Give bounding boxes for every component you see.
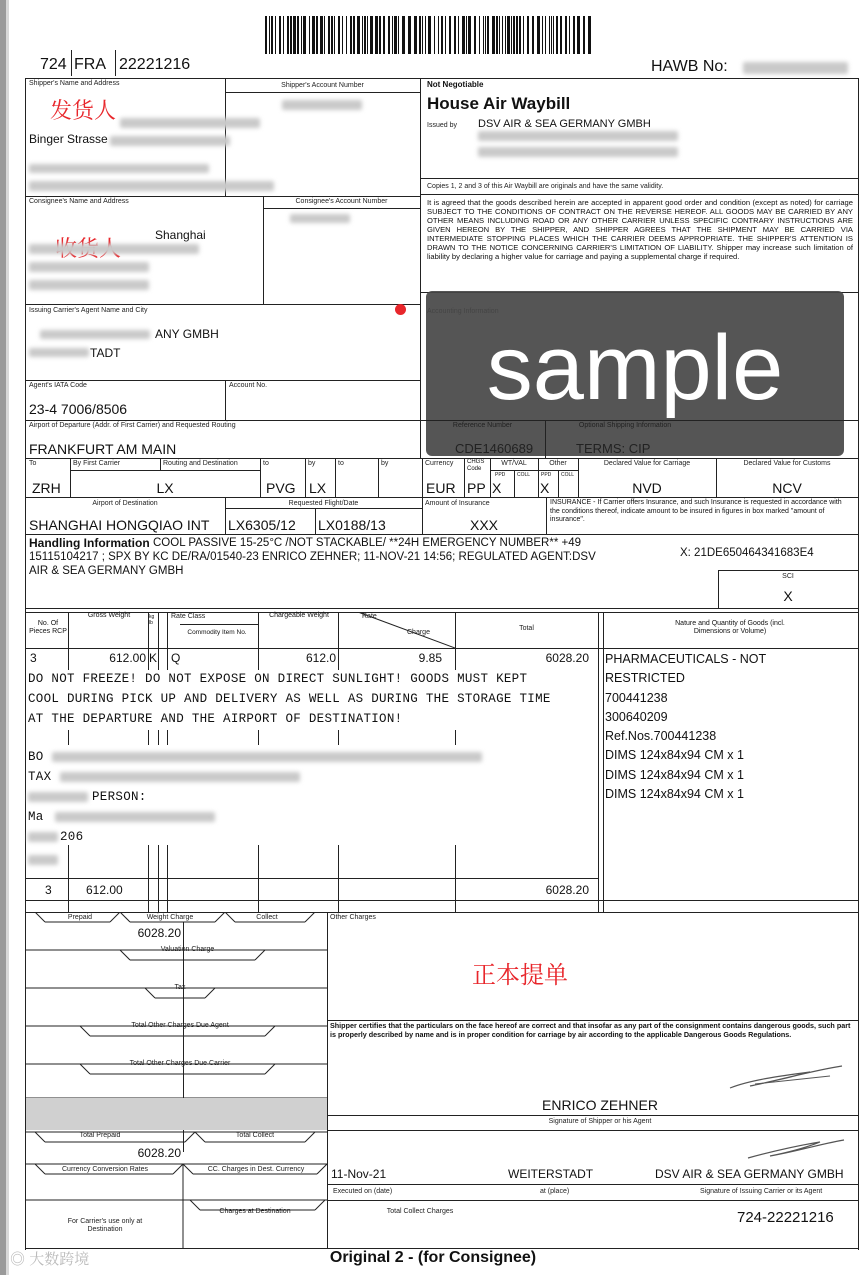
- partial-line-2: TAX: [28, 770, 52, 784]
- currency-value: EUR: [426, 480, 456, 496]
- dvcu-label: Declared Value for Customs: [743, 460, 831, 467]
- consignee-label: Consignee's Name and Address: [29, 198, 129, 205]
- partial-line-5: 206: [60, 830, 84, 844]
- to-label: To: [29, 460, 37, 467]
- chargeable-header: Chargeable Weight: [269, 612, 329, 619]
- flight2-value: LX0188/13: [318, 517, 386, 533]
- to3-label: to: [338, 460, 344, 467]
- dvcu-value: NCV: [772, 480, 802, 496]
- other-carrier-label: Total Other Charges Due Carrier: [129, 1060, 231, 1067]
- charges-grid: [25, 912, 327, 1252]
- rate-header: Rate: [362, 613, 377, 620]
- by3-label: by: [381, 460, 389, 467]
- nature-line: RESTRICTED: [605, 671, 685, 686]
- shipper-sig-label: Signature of Shipper or his Agent: [548, 1118, 652, 1125]
- redacted-line-1: [52, 752, 482, 762]
- total-prepaid-value: 6028.20: [137, 1146, 181, 1160]
- nature-line: DIMS 124x84x94 CM x 1: [605, 787, 744, 802]
- executed-place: WEITERSTADT: [508, 1167, 594, 1181]
- wt-ppd-value: X: [492, 480, 502, 496]
- tax-label: Tax: [174, 984, 186, 991]
- reference-value: CDE1460689: [455, 441, 534, 456]
- redacted-shipper-street: [110, 136, 230, 146]
- dvc-value: NVD: [632, 480, 662, 496]
- redacted-shipper-name: [120, 118, 260, 128]
- agent-name: ANY GMBH: [155, 327, 219, 341]
- by2-value: LX: [309, 480, 327, 496]
- page-edge-shadow: [6, 0, 9, 1275]
- redacted-line-6: [28, 855, 58, 865]
- destination-value: SHANGHAI HONGQIAO INT: [29, 517, 210, 533]
- nature-line: DIMS 124x84x94 CM x 1: [605, 748, 744, 763]
- cc-dest-label: CC. Charges in Dest. Currency: [207, 1166, 305, 1173]
- awb-prefix: 724: [40, 56, 67, 73]
- partial-line-3: PERSON:: [92, 790, 147, 804]
- insurance-value: XXX: [469, 517, 498, 533]
- sample-text: sample: [486, 317, 784, 419]
- destination-label: Airport of Destination: [92, 500, 158, 507]
- footer-awb-number: 724-22221216: [737, 1209, 834, 1226]
- nature-line: PHARMACEUTICALS - NOT: [605, 652, 767, 666]
- collect-label: Collect: [256, 914, 278, 921]
- carrier-use-label: For Carrier's use only at Destination: [67, 1218, 143, 1233]
- pieces-header: No. Of Pieces RCP: [29, 620, 67, 635]
- shipper-annotation: 发货人: [50, 98, 117, 123]
- redacted-agent-name: [40, 330, 150, 339]
- rate-charge-divider: [338, 612, 455, 648]
- other-ppd-label: PPD: [541, 472, 552, 478]
- pieces-value: 3: [30, 651, 37, 665]
- to-value: ZRH: [32, 480, 61, 496]
- agent-account-label: Account No.: [229, 382, 268, 389]
- nature-line: 700441238: [605, 690, 668, 705]
- nature-line: DIMS 124x84x94 CM x 1: [605, 767, 744, 782]
- total-prepaid-label: Total Prepaid: [79, 1132, 121, 1139]
- instruction-line-3: AT THE DEPARTURE AND THE AIRPORT OF DESTINATION!: [28, 712, 403, 726]
- not-negotiable: Not Negotiable: [427, 80, 484, 89]
- rate-class-value: Q: [171, 651, 181, 665]
- total-header: Total: [519, 625, 534, 632]
- watermark: [10, 1248, 89, 1269]
- other-coll-value: X: [540, 480, 550, 496]
- shaded-box: [26, 1098, 327, 1130]
- kg-header: kg lb: [149, 614, 155, 626]
- other-label: Other: [549, 460, 567, 467]
- consignee-account-label: Consignee's Account Number: [295, 198, 388, 205]
- to2-label: to: [263, 460, 269, 467]
- issued-by-label: Issued by: [427, 122, 457, 129]
- weight-charge-value: 6028.20: [137, 926, 181, 940]
- departure-label: Airport of Departure (Addr. of First Carrier) and Requested Routing: [29, 422, 236, 429]
- kg-value: K: [149, 651, 158, 665]
- instruction-line-2: COOL DURING PICK UP AND DELIVERY AS WELL AS DURING THE STORAGE TIME: [28, 692, 551, 706]
- nature-line: 300640209: [605, 709, 668, 724]
- redacted-line-4: [55, 812, 215, 822]
- redacted-line-5a: [28, 832, 58, 842]
- carrier-signature-icon: [740, 1134, 850, 1164]
- wtval-label: WT/VAL: [501, 460, 527, 467]
- redacted-issuer-street: [478, 131, 678, 141]
- total-amount: 6028.20: [545, 883, 589, 897]
- agent-city: TADT: [90, 346, 121, 360]
- prepaid-label: Prepaid: [67, 914, 93, 921]
- doc-title: House Air Waybill: [427, 94, 571, 113]
- iata-label: Agent's IATA Code: [29, 382, 87, 389]
- rate-class-header: Rate Class: [171, 613, 206, 620]
- redacted-consignee-3: [29, 280, 149, 290]
- shipper-street: Binger Strasse: [29, 132, 108, 146]
- routing-dest-label: Routing and Destination: [163, 460, 238, 467]
- insurance-label: Amount of Insurance: [425, 500, 490, 507]
- partial-line-4: Ma: [28, 810, 44, 824]
- original-label: Original 2 - (for Consignee): [329, 1249, 537, 1266]
- conversion-label: Currency Conversion Rates: [62, 1166, 148, 1173]
- total-pieces: 3: [45, 883, 52, 897]
- redacted-shipper-city: [29, 164, 209, 173]
- handling-line1: COOL PASSIVE 15-25°C /NOT STACKABLE/ **24H EMERGENCY NUMBER** +49: [153, 537, 582, 549]
- valuation-label: Valuation Charge: [160, 946, 215, 953]
- nature-header: Nature and Quantity of Goods (incl. Dimensions or Volume): [675, 620, 785, 635]
- gross-header: Gross Weight: [87, 612, 131, 619]
- sci-value: X: [783, 588, 793, 604]
- agent-label: Issuing Carrier's Agent Name and City: [29, 307, 148, 314]
- at-place-label: at (place): [540, 1188, 570, 1195]
- shipper-label: Shipper's Name and Address: [29, 80, 120, 87]
- shipper-certification: Shipper certifies that the particulars on the face hereof are correct and that insofar as any part of the consignment contains dangerous goods, such part is properly described by name and is in proper condition for carriage by air according to the applicable Dangerous Goods Regulations.: [330, 1021, 851, 1039]
- carrier-sig-label: Signature of Issuing Carrier or its Agent: [700, 1188, 823, 1195]
- other-charges-label: Other Charges: [330, 914, 376, 921]
- executed-date: 11-Nov-21: [331, 1167, 387, 1181]
- flight1-value: LX6305/12: [228, 517, 296, 533]
- sci-label: SCI: [782, 573, 794, 580]
- shipper-name: ENRICO ZEHNER: [542, 1097, 658, 1113]
- currency-label: Currency: [425, 460, 454, 467]
- flight-label: Requested Flight/Date: [288, 500, 359, 507]
- handling-ref: X: 21DE650464341683E4: [680, 547, 814, 559]
- by-label: by: [308, 460, 316, 467]
- insurance-note: INSURANCE - If Carrier offers Insurance, and such Insurance is requested in accordance with the conditions thereof, indicate amount to be insured in figures in box marked "amount of insurance".: [550, 499, 842, 523]
- awb-origin: FRA: [74, 56, 106, 73]
- copies-note: Copies 1, 2 and 3 of this Air Waybill are originals and have the same validity.: [427, 183, 664, 190]
- redacted-agent-city: [29, 348, 89, 357]
- weight-charge-label: Weight Charge: [146, 914, 194, 921]
- charge-header: Charge: [407, 629, 430, 636]
- total-collect-charges-label: Total Collect Charges: [386, 1208, 454, 1215]
- red-marker-dot: [395, 304, 406, 315]
- iata-value: 23-4 7006/8506: [29, 401, 128, 417]
- handling-label: Handling Information: [29, 536, 150, 550]
- redacted-consignee-2: [29, 262, 149, 272]
- executed-on-label: Executed on (date): [333, 1188, 393, 1195]
- rate-value: 9.85: [418, 651, 442, 665]
- charges-dest-label: Charges at Destination: [219, 1208, 291, 1215]
- gross-value: 612.00: [109, 651, 146, 665]
- chargeable-value: 612.0: [305, 651, 336, 665]
- shipper-account-label: Shipper's Account Number: [281, 82, 364, 89]
- awb-serial: 22221216: [119, 56, 191, 73]
- handling-line2: 15115104217 ; SPX BY KC DE/RA/01540-23 ENRICO ZEHNER; 11-NOV-21 14:56; REGULATED AGENT:DSV: [29, 551, 596, 563]
- commodity-header: Commodity Item No.: [187, 629, 247, 636]
- redacted-issuer-city: [478, 147, 678, 157]
- carrier-name: DSV AIR & SEA GERMANY GMBH: [655, 1167, 844, 1181]
- handling-line3: AIR & SEA GERMANY GMBH: [29, 565, 184, 577]
- first-carrier-label: By First Carrier: [73, 460, 121, 467]
- optional-shipping-label: Optional Shipping Information: [578, 422, 672, 429]
- shipper-signature-icon: [720, 1058, 850, 1094]
- to2-value: PVG: [266, 480, 296, 496]
- wt-ppd-label: PPD: [495, 472, 506, 478]
- wt-coll-label: COLL: [517, 472, 531, 478]
- barcode: [265, 16, 595, 54]
- nature-list: [605, 650, 766, 804]
- original-stamp: 正本提单: [472, 962, 568, 989]
- total-gross: 612.00: [86, 883, 123, 897]
- redacted-consignee-account: [290, 214, 350, 223]
- consignee-city: Shanghai: [155, 228, 206, 242]
- dvc-label: Declared Value for Carriage: [603, 460, 691, 467]
- hawb-label: HAWB No:: [651, 58, 728, 75]
- issued-by-value: DSV AIR & SEA GERMANY GMBH: [478, 118, 651, 130]
- chgs-value: PP: [467, 480, 486, 496]
- redacted-line-2: [60, 772, 300, 782]
- carrier-value: LX: [156, 480, 174, 496]
- watermark-icon: ◎: [10, 1251, 26, 1268]
- reference-label: Reference Number: [452, 422, 513, 429]
- conditions-text: It is agreed that the goods described herein are accepted in apparent good order and condition (except as noted) for carriage SUBJECT TO THE CONDITIONS OF CONTRACT ON THE REVERSE HEREOF. ALL GOODS MAY BE CARRIED BY ANY OTHER MEANS INCLUDING ROAD OR ANY OTHER CARRIER UNLESS SPECIFIC CONTRARY INSTRUCTIONS ARE GIVEN HEREON BY THE SHIPPER, AND SHIPPER AGREES THAT THE SHIPMENT MAY BE CARRIED VIA INTERMEDIATE STOPPING PLACES WHICH THE CARRIER DEEMS APPROPRIATE. THE SHIPPER'S ATTENTION IS DRAWN TO THE NOTICE CONCERNING CARRIER'S LIMITATION OF LIABILITY. Shipper may increase such limitation of liability by declaring a higher value for carriage and paying a supplemental charge if required.: [427, 198, 853, 261]
- partial-line-1: BO: [28, 750, 44, 764]
- total-collect-label: Total Collect: [235, 1132, 275, 1139]
- terms-value: TERMS: CIP: [576, 441, 651, 456]
- other-coll-label: COLL: [561, 472, 575, 478]
- total-value: 6028.20: [545, 651, 589, 665]
- redacted-consignee-1: [29, 244, 199, 254]
- chgs-label: CHGS Code: [467, 459, 485, 472]
- redacted-line-3a: [28, 792, 88, 802]
- redacted-shipper-phone: [29, 181, 274, 191]
- redacted-hawb: [743, 62, 848, 74]
- departure-value: FRANKFURT AM MAIN: [29, 441, 177, 457]
- other-agent-label: Total Other Charges Due Agent: [131, 1022, 229, 1029]
- nature-line: Ref.Nos.700441238: [605, 729, 717, 744]
- redacted-shipper-account: [282, 100, 362, 110]
- instruction-line-1: DO NOT FREEZE! DO NOT EXPOSE ON DIRECT SUNLIGHT! GOODS MUST KEPT: [28, 672, 528, 686]
- watermark-text: 大数跨境: [29, 1251, 90, 1268]
